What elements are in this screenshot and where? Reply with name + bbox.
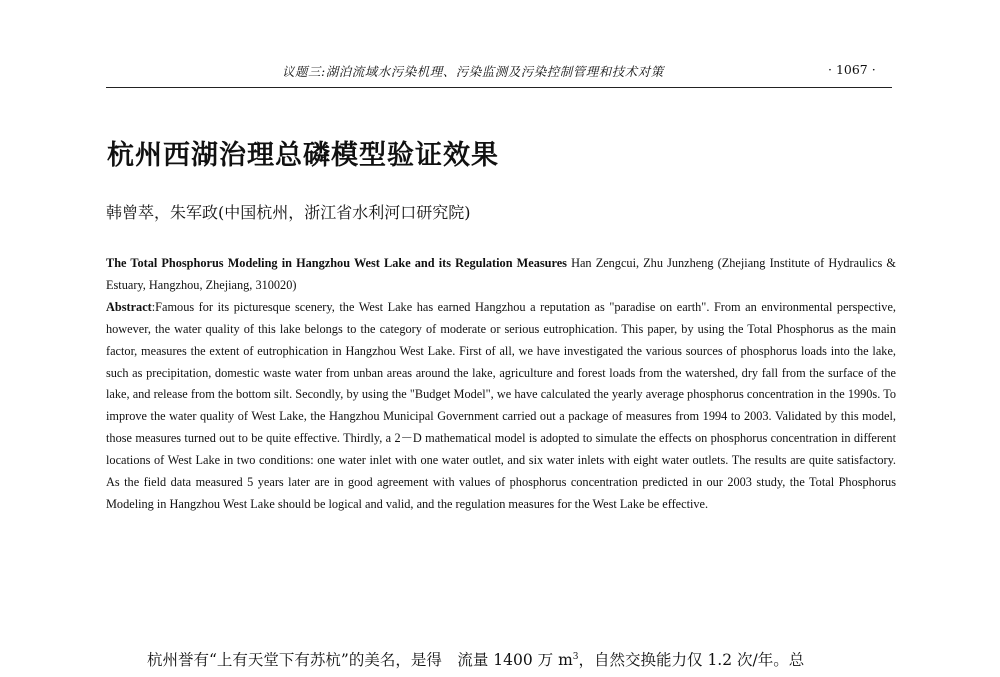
abstract-label: Abstract [106, 299, 152, 314]
abstract-paragraph [106, 297, 896, 516]
english-title-paragraph [106, 253, 896, 297]
english-abstract [106, 253, 896, 516]
english-authors: Han Zengcui, Zhu Junzheng (Zhejiang Institute of Hydraulics & Estuary, Hangzhou, Zhejiang, 310020) [106, 256, 896, 292]
english-title: The Total Phosphorus Modeling in Hangzhou West Lake and its Regulation Measures [106, 256, 567, 270]
paper-title: 杭州西湖治理总磷模型验证效果 [107, 140, 499, 171]
abstract-text: :Famous for its picturesque scenery, the West Lake has earned Hangzhou a reputation as "paradise on earth". From an environmental perspective, however, the water quality of this lake belongs to the category of moderate or serious eutrophication. This paper, by using the Total Phosphorus as the main factor, measures the extent of eutrophication in Hangzhou West Lake. First of all, we have investigated the various sources of phosphorus loads into the lake, such as precipitation, domestic waste water from unban areas around the lake, agriculture and forest loads from the watershed, dry fall from the surface of the lake, and release from the bottom silt. Secondly, by using the "Budget Model", we have calculated the yearly average phosphorus concentration in the 1990s. To improve the water quality of West Lake, the Hangzhou Municipal Government carried out a package of measures from 1994 to 2003. Validated by this model, those measures turned out to be quite effective. Thirdly, a 2－D mathematical model is adopted to simulate the effects on phosphorus concentration in different locations of West Lake in two conditions: one water inlet with one water outlet, and six water inlets with eight water outlets. The results are quite satisfactory. As the field data measured 5 years later are in good agreement with values of phosphorus concentration predicted in our 2003 study, the Total Phosphorus Modeling in Hangzhou West Lake should be logical and valid, and the regulation measures for the West Lake be effective. [106, 299, 896, 511]
body-text-part1: 杭州誉有“上有天堂下有苏杭”的美名，是得 流量 1400 万 m [147, 651, 573, 669]
body-text-part2: ，自然交换能力仅 1.2 次/年。总 [578, 651, 805, 669]
body-first-line [147, 648, 804, 670]
page-number: · 1067 · [828, 62, 876, 77]
body-superscript: 3 [572, 651, 579, 662]
author-line: 韩曾萃，朱军政(中国杭州，浙江省水利河口研究院) [106, 203, 471, 222]
header-divider [106, 87, 892, 88]
running-header: 议题三:湖泊流域水污染机理、污染监测及污染控制管理和技术对策 [282, 64, 664, 79]
